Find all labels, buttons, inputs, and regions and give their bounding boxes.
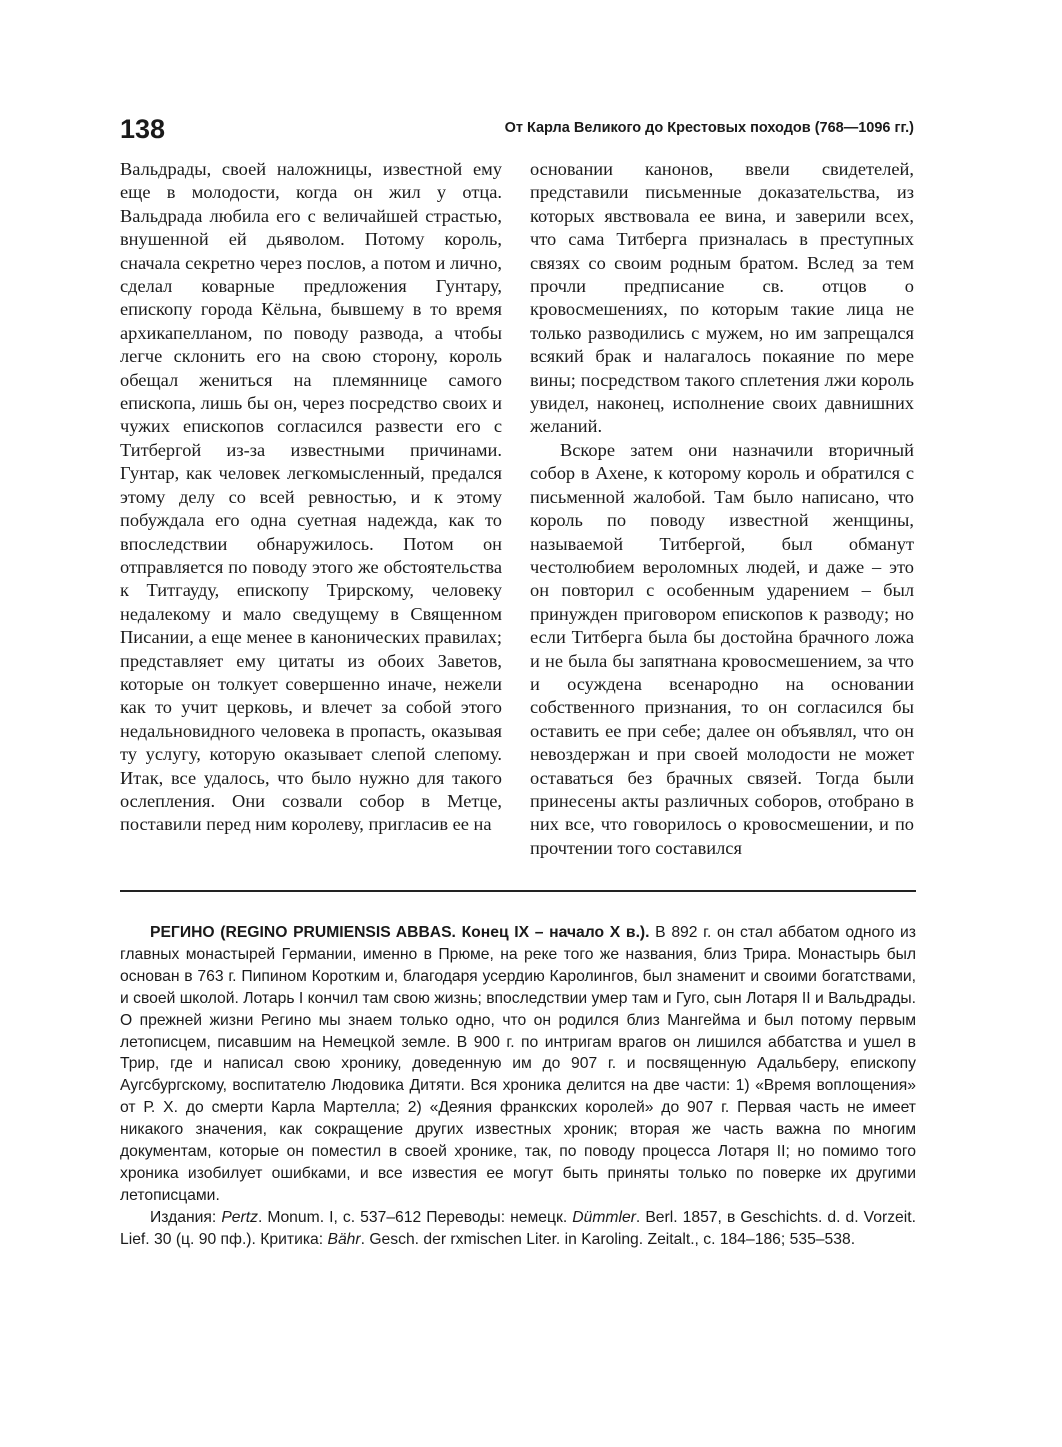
editions-paragraph [120,1207,916,1251]
running-title: От Карла Великого до Крестовых походов (768—1096 гг.) [504,120,914,136]
editions-text: . Monum. I, с. 537–612 Переводы: немецк. [257,1208,573,1226]
commentary-note [120,922,916,1251]
editions-author: Pertz [221,1208,258,1226]
editions-text: Издания: [150,1208,222,1226]
editions-text: . Berl. 1857, в Geschichts. d. d. Vorzeit. Lief. 30 (ц. 90 пф.). Критика: [120,1208,916,1248]
paragraph: основании канонов, ввели свидетелей, представили письменные доказательства, из которых явствовала ее вина, и заверили всех, что сама Титберга призналась в преступных связях со своим родным братом. Вслед за тем прочли предписание св. отцов о кровосмешениях, по которым такие лица не только разводились с мужем, но им запрещался всякий брак и налагалось покаяние по мере вины; посредством такого сплетения лжи король увидел, наконец, исполнение своих давнишних желаний. [530,159,914,437]
editions-text: . Gesch. der rxmischen Liter. in Karoling. Zeitalt., с. 184–186; 535–538. [360,1230,856,1248]
note-paragraph [120,922,916,1207]
note-heading: РЕГИНО (REGINO PRUMIENSIS ABBAS. Конец IX – начало X в.). [150,924,650,941]
editions-author: Dümmler [572,1208,636,1226]
editions-author: Bähr [327,1230,361,1248]
page-number: 138 [120,114,166,144]
paragraph: Вальдрады, своей наложницы, известной ему еще в молодости, когда он жил у отца. Вальдрада любила его с величайшей страстью, внушенной ей дьяволом. Потому король, сначала секретно через послов, а потом и лично, сделал коварные предложения Гунтару, епископу города Кёльна, бывшему в то время архикапелланом, по поводу развода, а чтобы легче склонить его на свою сторону, король обещал жениться на племяннице самого епископа, лишь бы он, через посредство своих и чужих епископов согласился развести его с Титбергой из-за известными причинами. Гунтар, как человек легкомысленный, предался этому делу со всей ревностью, и к этому побуждала его одна суетная надежда, как то впоследствии обнаружилось. Потом он отправляется по поводу этого же обстоятельства к Титгауду, епископу Трирскому, человеку недалекому и мало сведущему в Священном Писании, а еще менее в канонических правилах; представляет ему цитаты из обоих Заветов, которые он толкует совершенно иначе, нежели как то учит церковь, и влечет за собой этого недальновидного человека в пропасть, оказывая ту услугу, которую оказывает слепой слепому. Итак, все удалось, что было нужно для такого ослепления. Они созвали собор в Метце, поставили перед ним королеву, пригласив ее на [120,159,502,835]
paragraph: Вскоре затем они назначили вторичный собор в Ахене, к которому король и обратился с письменной жалобой. Там было написано, что король по поводу известной женщины, называемой Титбергой, был обманут честолюбием вероломных людей, и даже – это он повторил с особенным ударением – был принужден приговором епископов к разводу; но если Титберга была бы достойна брачного ложа и не была бы запятнана кровосмешением, за что и осуждена всенародно на основании собственного признания, то он согласился бы оставить ее при себе; далее он объявлял, что он невоздержан и при своей молодости не может оставаться без брачных связей. Тогда были принесены акты различных соборов, отобрано в них все, что говорилось о кровосмешении, и по прочтении того составился [530,439,914,858]
section-divider [120,890,916,892]
left-column [120,158,502,837]
note-body: В 892 г. он стал аббатом одного из главных монастырей Германии, именно в Прюме, на реке того же названия, близ Трира. Монастырь был основан в 763 г. Пипином Коротким и, благодаря усердию Каролингов, был знаменит и своими богатствами, и своей школой. Лотарь I кончил там свою жизнь; впоследствии умер там и Гуго, сын Лотаря II и Вальдрады. О прежней жизни Регино мы знаем только одно, что он родился близ Мангейма и был потому первым летописцем, писавшим на Немецкой земле. В 900 г. по интригам врагов он лишился аббатства и ушел в Трир, где и написал свою хронику, доведенную им до 907 г. и посвященную Адальберу, епископу Аугсбургскому, воспитателю Людовика Дитяти. Вся хроника делится на две части: 1) «Время воплощения» от Р. Х. до смерти Карла Мартелла; 2) «Деяния франкских королей» до 907 г. Первая часть не имеет никакого значения, как сокращение других известных хроник; вторая же часть важна по многим документам, которые он поместил в своей хронике, так, по поводу процесса Лотаря II; но помимо того хроника изобилует ошибками, и все известия ее могут быть приняты только по поверке их другими летописцами. [120,924,916,1204]
right-column [530,158,914,860]
